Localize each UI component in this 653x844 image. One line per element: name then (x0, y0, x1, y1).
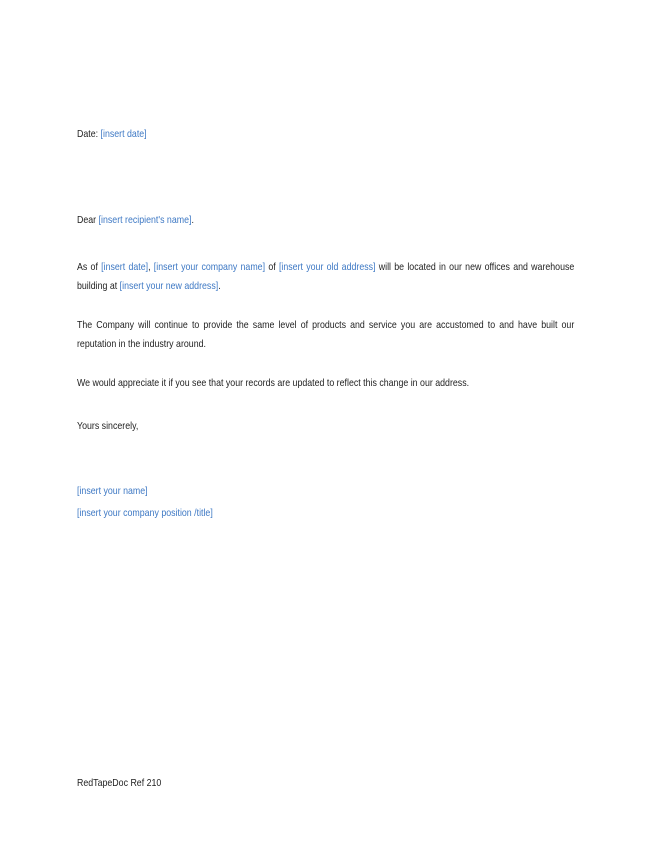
paragraph-records: We would appreciate it if you see that your records are updated to reflect this change in our address. (77, 377, 470, 389)
closing: Yours sincerely, (77, 420, 139, 432)
para1-date-placeholder: [insert date] (101, 261, 149, 273)
para1-text-3: of (268, 261, 276, 273)
company-name-placeholder: [insert your company name] (153, 261, 266, 273)
signature-title-placeholder: [insert your company position /title] (77, 507, 213, 519)
signature-name-placeholder: [insert your name] (77, 485, 148, 497)
new-address-placeholder: [insert your new address] (119, 280, 219, 292)
recipient-placeholder: [insert recipient's name] (98, 214, 192, 226)
footer-ref: RedTapeDoc Ref 210 (77, 777, 162, 789)
para1-text-5: . (218, 280, 221, 292)
para1-text-4: will be located in our new offices and warehouse building at (77, 261, 575, 292)
date-line (77, 127, 147, 141)
para1-text-1: As of (77, 261, 98, 273)
paragraph-service: The Company will continue to provide the same level of products and service you are accustomed to and have built our reputation in the industry around. (77, 319, 575, 350)
date-placeholder: [insert date] (100, 128, 147, 140)
paragraph-address-change (77, 258, 574, 296)
para1-text-2: , (148, 261, 151, 273)
salutation (77, 213, 194, 227)
salutation-suffix: . (191, 214, 194, 226)
salutation-prefix: Dear (77, 214, 97, 226)
old-address-placeholder: [insert your old address] (278, 261, 376, 273)
date-label: Date: (77, 128, 99, 140)
